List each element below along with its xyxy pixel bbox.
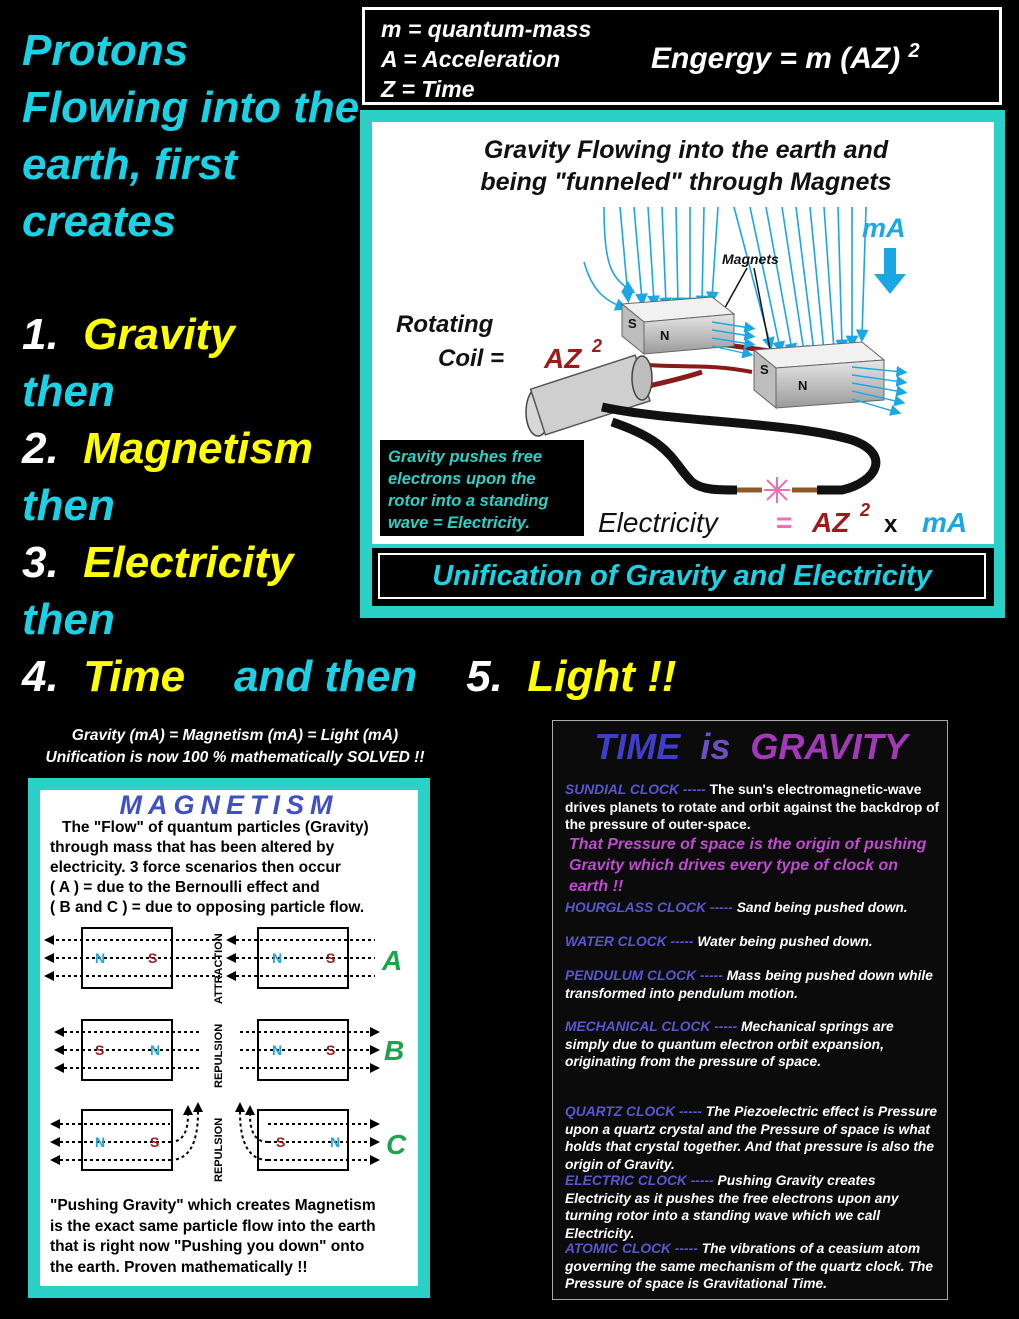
definition-m: m = quantum-mass xyxy=(381,16,592,42)
pole-s: S xyxy=(95,1042,105,1058)
definition-a: A = Acceleration xyxy=(381,46,561,72)
atomic-entry xyxy=(565,1240,941,1293)
repulsion-label-c: REPULSION xyxy=(213,1117,225,1182)
step-number: 5. xyxy=(466,652,503,701)
pole-s: S xyxy=(150,1134,160,1150)
sundial-entry xyxy=(565,781,941,897)
pole-n: N xyxy=(660,328,670,343)
equation-exponent: 2 xyxy=(908,40,920,62)
conclusion-line: is the exact same particle flow into the earth xyxy=(50,1217,376,1235)
pole-n: N xyxy=(95,950,106,966)
equals-sign: = xyxy=(776,507,793,538)
clock-text: The sun's electromagnetic-wave drives planets to rotate and orbit against the backdrop of the pressure of outer-space. xyxy=(565,782,940,832)
clock-text: The Piezoelectric effect is Pressure upon a quartz crystal and the Pressure of space is what holds that crystal together. And that pressure is also the origin of Gravity. xyxy=(565,1104,938,1172)
magnetism-description xyxy=(50,818,412,918)
pole-n: N xyxy=(150,1042,161,1058)
then-text: then xyxy=(22,481,115,530)
title-time: TIME xyxy=(594,726,681,767)
step-label: Light !! xyxy=(527,652,677,701)
pole-n: N xyxy=(272,950,283,966)
clock-label: SUNDIAL CLOCK ----- xyxy=(565,782,706,797)
pole-n: N xyxy=(798,378,808,393)
and-then-text: and then xyxy=(233,652,418,701)
scenario-c xyxy=(50,1102,407,1182)
label-b: B xyxy=(384,1035,405,1066)
conclusion-line: the earth. Proven mathematically !! xyxy=(50,1258,308,1276)
quartz-entry xyxy=(565,1103,941,1173)
pendulum-entry xyxy=(565,967,941,1002)
step-label: Time xyxy=(83,652,186,701)
clock-label: HOURGLASS CLOCK ----- xyxy=(565,900,733,915)
az-label-2: AZ xyxy=(812,507,850,538)
pole-s: S xyxy=(148,950,158,966)
step-time-light xyxy=(22,648,676,705)
clock-text: Pushing Gravity creates Electricity as it pushes the free electrons upon any turning rotor into a standing wave which we call Electricity. xyxy=(565,1173,899,1241)
time-gravity-title xyxy=(553,726,949,768)
rotating-label: Rotating xyxy=(396,311,494,338)
step-label: Gravity xyxy=(83,310,235,359)
desc-line: ( A ) = due to the Bernoulli effect and xyxy=(50,879,320,896)
step-number: 4. xyxy=(22,652,59,701)
pole-n: N xyxy=(272,1042,283,1058)
magnetism-title: MAGNETISM xyxy=(119,790,339,820)
magnet-2 xyxy=(754,342,884,408)
pole-s: S xyxy=(276,1134,286,1150)
attraction-label: ATTRACTION xyxy=(213,933,225,1004)
then-text: then xyxy=(22,367,115,416)
gravity-diagram-panel xyxy=(372,122,994,544)
ma-label: mA xyxy=(862,213,906,243)
intro-text: Protons Flowing into the earth, first creates xyxy=(22,26,360,246)
spark-icon xyxy=(764,477,790,503)
clock-label: ATOMIC CLOCK ----- xyxy=(565,1241,698,1256)
az-label: AZ xyxy=(544,343,582,374)
clock-label: ELECTRIC CLOCK ----- xyxy=(565,1173,714,1188)
conclusion-line: "Pushing Gravity" which creates Magnetism xyxy=(50,1197,376,1214)
step-magnetism xyxy=(22,420,313,477)
clock-label: PENDULUM CLOCK ----- xyxy=(565,968,723,983)
wire xyxy=(602,407,876,490)
caption-box xyxy=(372,548,994,606)
unification-line-1: Gravity (mA) = Magnetism (mA) = Light (mA) xyxy=(71,727,399,744)
magnets-label: Magnets xyxy=(722,251,779,267)
diagram-caption: Unification of Gravity and Electricity xyxy=(378,553,986,599)
hourglass-entry xyxy=(565,899,941,917)
clock-label: MECHANICAL CLOCK ----- xyxy=(565,1019,738,1034)
electric-entry xyxy=(565,1172,941,1242)
note-text: Gravity pushes free electrons upon the rotor into a standing wave = Electricity. xyxy=(388,448,549,532)
unification-text xyxy=(0,725,470,769)
equation-text: Engergy = m (AZ) xyxy=(651,42,901,75)
label-c: C xyxy=(386,1129,407,1160)
pole-s: S xyxy=(760,362,769,377)
desc-line: ( B and C ) = due to opposing particle flow. xyxy=(50,899,365,916)
step-number: 2. xyxy=(22,424,59,473)
az-exponent-2: 2 xyxy=(860,500,871,520)
desc-line: through mass that has been altered by xyxy=(50,839,335,856)
desc-line: The "Flow" of quantum particles (Gravity) xyxy=(62,819,369,836)
then-text: then xyxy=(22,595,115,644)
time-gravity-panel xyxy=(552,720,948,1300)
clock-text: Water being pushed down. xyxy=(697,934,873,949)
definition-z: Z = Time xyxy=(381,76,475,102)
water-entry xyxy=(565,933,941,951)
ma-label-2: mA xyxy=(922,507,968,538)
pole-n: N xyxy=(95,1134,106,1150)
step-label: Magnetism xyxy=(83,424,313,473)
times-sign: x xyxy=(884,511,898,538)
coil-label: Coil = xyxy=(438,345,505,372)
title-is: is xyxy=(700,726,731,767)
diagram-title-1: Gravity Flowing into the earth and xyxy=(483,136,889,164)
scenario-a xyxy=(44,928,402,1004)
az-exponent: 2 xyxy=(592,336,603,356)
clock-text: Mechanical springs are simply due to quantum electron orbit expansion, originating from the pressure of space. xyxy=(565,1019,894,1069)
title-gravity: GRAVITY xyxy=(750,726,908,767)
clock-text: The vibrations of a ceasium atom governing the same mechanism of the quartz clock. The Pressure of space is Gravitational Time. xyxy=(565,1241,934,1291)
electricity-label: Electricity xyxy=(598,507,718,538)
step-label: Electricity xyxy=(83,538,294,587)
formula-box xyxy=(362,7,1002,105)
clock-text: Mass being pushed down while transformed into pendulum motion. xyxy=(565,968,933,1001)
step-number: 1. xyxy=(22,310,59,359)
step-number: 3. xyxy=(22,538,59,587)
gravity-diagram xyxy=(372,122,994,544)
clock-label: QUARTZ CLOCK ----- xyxy=(565,1104,702,1119)
pole-s: S xyxy=(628,316,637,331)
scenario-b xyxy=(54,1020,404,1088)
pole-n: N xyxy=(330,1134,341,1150)
magnetism-panel xyxy=(40,790,418,1286)
unification-line-2: Unification is now 100 % mathematically SOLVED !! xyxy=(45,749,425,766)
pressure-highlight: That Pressure of space is the origin of pushing Gravity which drives every type of clock on earth !! xyxy=(569,835,927,895)
desc-line: electricity. 3 force scenarios then occur xyxy=(50,859,341,876)
energy-equation xyxy=(651,40,920,76)
pole-s: S xyxy=(326,1042,336,1058)
diagram-title-2: being "funneled" through Magnets xyxy=(480,168,892,196)
clock-label: WATER CLOCK ----- xyxy=(565,934,694,949)
step-gravity xyxy=(22,306,235,363)
mechanical-entry xyxy=(565,1018,941,1071)
clock-text: Sand being pushed down. xyxy=(736,900,908,915)
label-a: A xyxy=(382,945,403,976)
step-electricity xyxy=(22,534,294,591)
magnet-1 xyxy=(622,297,734,354)
down-arrow-icon xyxy=(874,248,906,294)
magnetism-diagram xyxy=(40,920,418,1190)
pole-s: S xyxy=(326,950,336,966)
repulsion-label-b: REPULSION xyxy=(213,1023,225,1088)
conclusion-line: that is right now "Pushing you down" onto xyxy=(50,1238,365,1255)
magnetism-conclusion xyxy=(50,1196,412,1278)
